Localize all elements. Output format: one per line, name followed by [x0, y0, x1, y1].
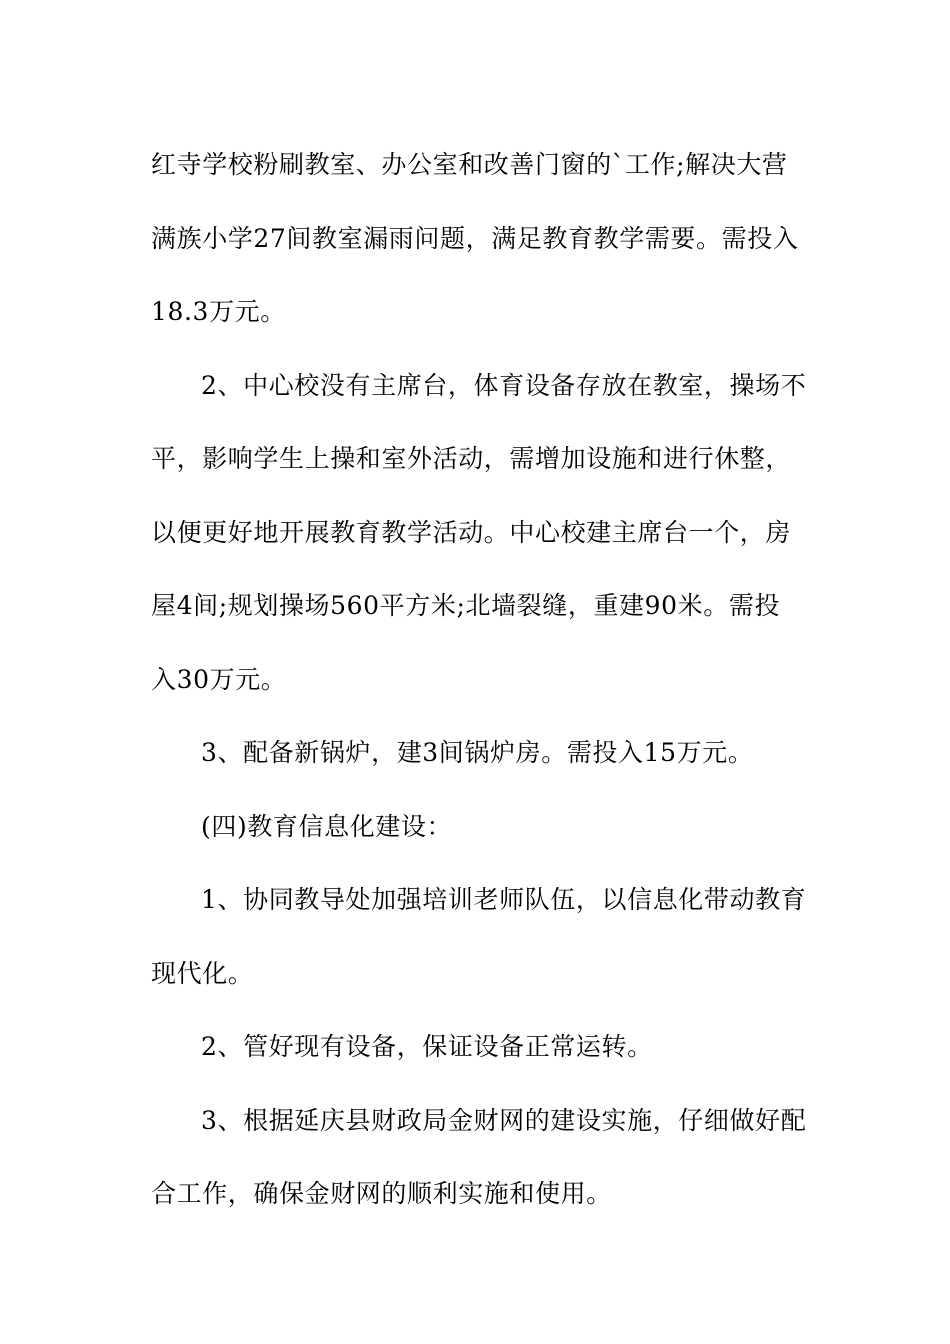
text-line: 合工作，确保金财网的顺利实施和使用。	[151, 1179, 612, 1208]
text-line: 现代化。	[151, 958, 254, 988]
text-line: 入30万元。	[151, 664, 287, 694]
text-line: 屋4间;规划操场560平方米;北墙裂缝，重建90米。需投	[151, 591, 781, 620]
section-heading: (四)教育信息化建设：	[201, 811, 453, 841]
text-line: 3、根据延庆县财政局金财网的建设实施，仔细做好配	[201, 1105, 807, 1135]
text-line: 以便更好地开展教育教学活动。中心校建主席台一个，房	[151, 517, 792, 547]
text-line: 3、配备新锅炉，建3间锅炉房。需投入15万元。	[201, 738, 754, 767]
text-line: 满族小学27间教室漏雨问题，满足教育教学需要。需投入	[151, 223, 799, 253]
text-line: 平，影响学生上操和室外活动，需增加设施和进行休整，	[151, 444, 792, 473]
text-line: 18.3万元。	[151, 297, 286, 326]
text-line: 1、协同教导处加强培训老师队伍，以信息化带动教育	[201, 885, 807, 914]
text-line: 2、管好现有设备，保证设备正常运转。	[201, 1032, 653, 1061]
text-line: 2、中心校没有主席台，体育设备存放在教室，操场不	[201, 370, 807, 400]
body-text	[151, 128, 811, 1231]
text-line: 红寺学校粉刷教室、办公室和改善门窗的`工作;解决大营	[151, 150, 788, 179]
